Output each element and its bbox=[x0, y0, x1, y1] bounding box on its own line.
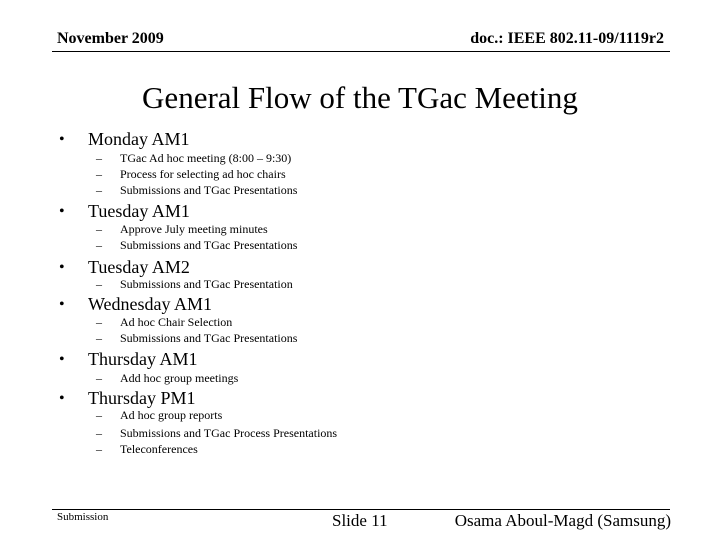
bullet-dot: • bbox=[59, 296, 65, 313]
header-doc-id: doc.: IEEE 802.11-09/1119r2 bbox=[470, 30, 664, 47]
header-date: November 2009 bbox=[57, 30, 164, 47]
sub-dash: – bbox=[96, 277, 102, 291]
sub-item-label: Process for selecting ad hoc chairs bbox=[120, 167, 286, 181]
sub-dash: – bbox=[96, 222, 102, 236]
footer-submission: Submission bbox=[57, 511, 109, 523]
sub-item-label: Ad hoc Chair Selection bbox=[120, 315, 233, 329]
sub-item-label: TGac Ad hoc meeting (8:00 – 9:30) bbox=[120, 151, 292, 165]
sub-dash: – bbox=[96, 408, 102, 422]
sub-item-label: Approve July meeting minutes bbox=[120, 222, 268, 236]
sub-dash: – bbox=[96, 167, 102, 181]
sub-dash: – bbox=[96, 371, 102, 385]
header-divider bbox=[52, 51, 670, 52]
sub-item-label: Submissions and TGac Presentations bbox=[120, 238, 298, 252]
bullet-dot: • bbox=[59, 203, 65, 220]
bullet-dot: • bbox=[59, 259, 65, 276]
bullet-label: Thursday AM1 bbox=[88, 349, 198, 369]
sub-dash: – bbox=[96, 315, 102, 329]
bullet-dot: • bbox=[59, 131, 65, 148]
sub-dash: – bbox=[96, 442, 102, 456]
sub-dash: – bbox=[96, 426, 102, 440]
bullet-label: Thursday PM1 bbox=[88, 388, 196, 408]
sub-dash: – bbox=[96, 238, 102, 252]
sub-dash: – bbox=[96, 183, 102, 197]
bullet-label: Tuesday AM2 bbox=[88, 257, 190, 277]
slide-title: General Flow of the TGac Meeting bbox=[142, 80, 578, 115]
sub-item-label: Submissions and TGac Presentation bbox=[120, 277, 293, 291]
sub-item-label: Ad hoc group reports bbox=[120, 408, 223, 422]
footer-author: Osama Aboul-Magd (Samsung) bbox=[454, 511, 671, 530]
sub-dash: – bbox=[96, 151, 102, 165]
sub-item-label: Submissions and TGac Presentations bbox=[120, 183, 298, 197]
bullet-dot: • bbox=[59, 351, 65, 368]
footer-slide-number: Slide 11 bbox=[332, 511, 388, 530]
bullet-label: Monday AM1 bbox=[88, 129, 190, 149]
bullet-label: Tuesday AM1 bbox=[88, 201, 190, 221]
sub-item-label: Submissions and TGac Presentations bbox=[120, 331, 298, 345]
sub-dash: – bbox=[96, 331, 102, 345]
bullet-dot: • bbox=[59, 390, 65, 407]
sub-item-label: Add hoc group meetings bbox=[120, 371, 239, 385]
sub-item-label: Teleconferences bbox=[120, 442, 198, 456]
bullet-label: Wednesday AM1 bbox=[88, 294, 213, 314]
sub-item-label: Submissions and TGac Process Presentations bbox=[120, 426, 338, 440]
